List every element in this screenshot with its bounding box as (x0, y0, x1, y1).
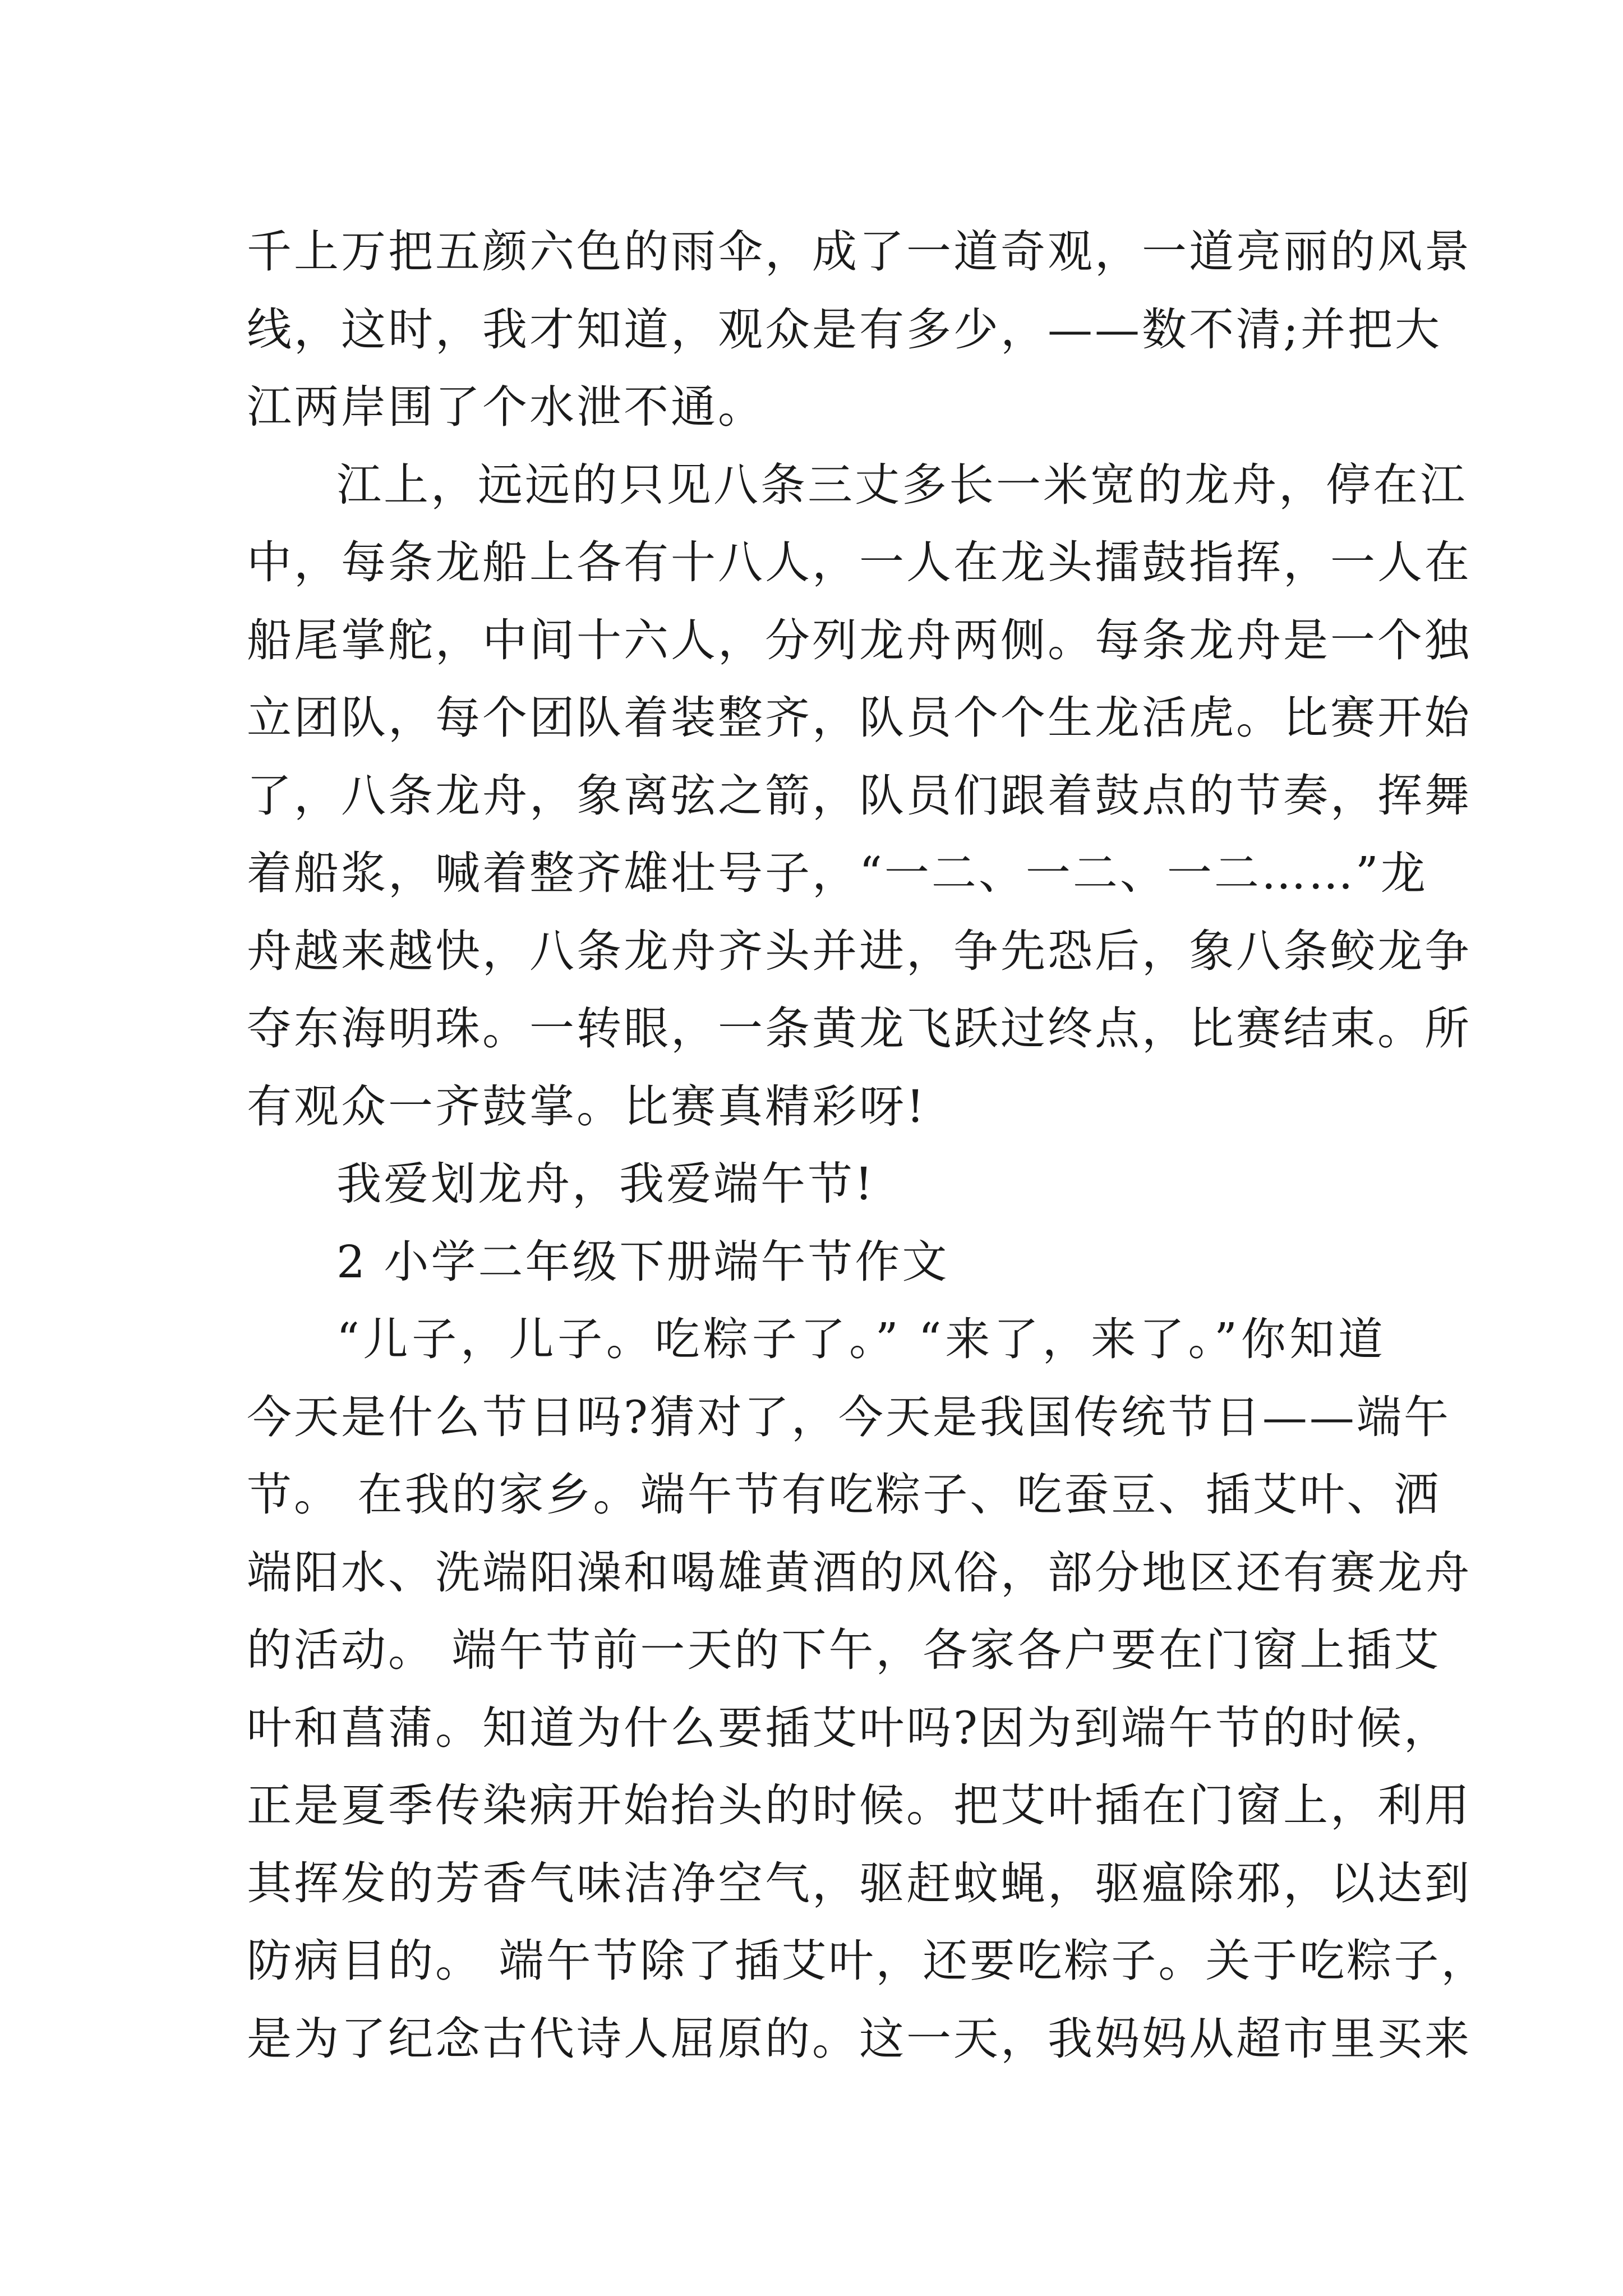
text-line: 正是夏季传染病开始抬头的时候。把艾叶插在门窗上，利用 (247, 1779, 1472, 1832)
text-line: 有观众一齐鼓掌。比赛真精彩呀! (247, 1080, 927, 1133)
text-line: 的活动。 端午节前一天的下午，各家各户要在门窗上插艾 (247, 1624, 1441, 1676)
text-line: 其挥发的芳香气味洁净空气，驱赶蚊蝇，驱瘟除邪，以达到 (247, 1857, 1472, 1910)
text-line: 江上，远远的只见八条三丈多长一米宽的龙舟，停在江 (336, 458, 1467, 511)
text-line: 舟越来越快，八条龙舟齐头并进，争先恐后，象八条鲛龙争 (247, 924, 1472, 977)
text-line: 线，这时，我才知道，观众是有多少，——数不清;并把大 (247, 303, 1442, 356)
text-line: 防病目的。 端午节除了插艾叶，还要吃粽子。关于吃粽子， (247, 1935, 1488, 1987)
text-line: 中，每条龙船上各有十八人，一人在龙头擂鼓指挥，一人在 (247, 536, 1472, 588)
text-line: 我爱划龙舟，我爱端午节! (336, 1158, 875, 1210)
text-line: 今天是什么节日吗?猜对了，今天是我国传统节日——端午 (247, 1391, 1451, 1443)
text-line: 端阳水、洗端阳澡和喝雄黄酒的风俗，部分地区还有赛龙舟 (247, 1546, 1472, 1599)
text-line: 了，八条龙舟，象离弦之箭，队员们跟着鼓点的节奏，挥舞 (247, 769, 1472, 822)
section-heading: 2 小学二年级下册端午节作文 (336, 1235, 949, 1288)
text-line: “儿子，儿子。吃粽子了。” “来了，来了。”你知道 (336, 1313, 1385, 1365)
text-line: 立团队，每个团队着装整齐，队员个个生龙活虎。比赛开始 (247, 692, 1472, 744)
text-line: 着船浆，喊着整齐雄壮号子，“一二、一二、一二……”龙 (247, 847, 1428, 899)
text-line: 夺东海明珠。一转眼，一条黄龙飞跃过终点，比赛结束。所 (247, 1002, 1472, 1055)
text-line: 是为了纪念古代诗人屈原的。这一天，我妈妈从超市里买来 (247, 2012, 1472, 2065)
text-line: 千上万把五颜六色的雨伞，成了一道奇观，一道亮丽的风景 (247, 226, 1472, 278)
text-line: 江两岸围了个水泄不通。 (247, 381, 765, 433)
text-line: 船尾掌舵，中间十六人，分列龙舟两侧。每条龙舟是一个独 (247, 614, 1472, 666)
text-line: 叶和菖蒲。知道为什么要插艾叶吗?因为到端午节的时候， (247, 1701, 1451, 1754)
body-text (247, 213, 1488, 2078)
text-line: 节。 在我的家乡。端午节有吃粽子、吃蚕豆、插艾叶、洒 (247, 1469, 1441, 1521)
